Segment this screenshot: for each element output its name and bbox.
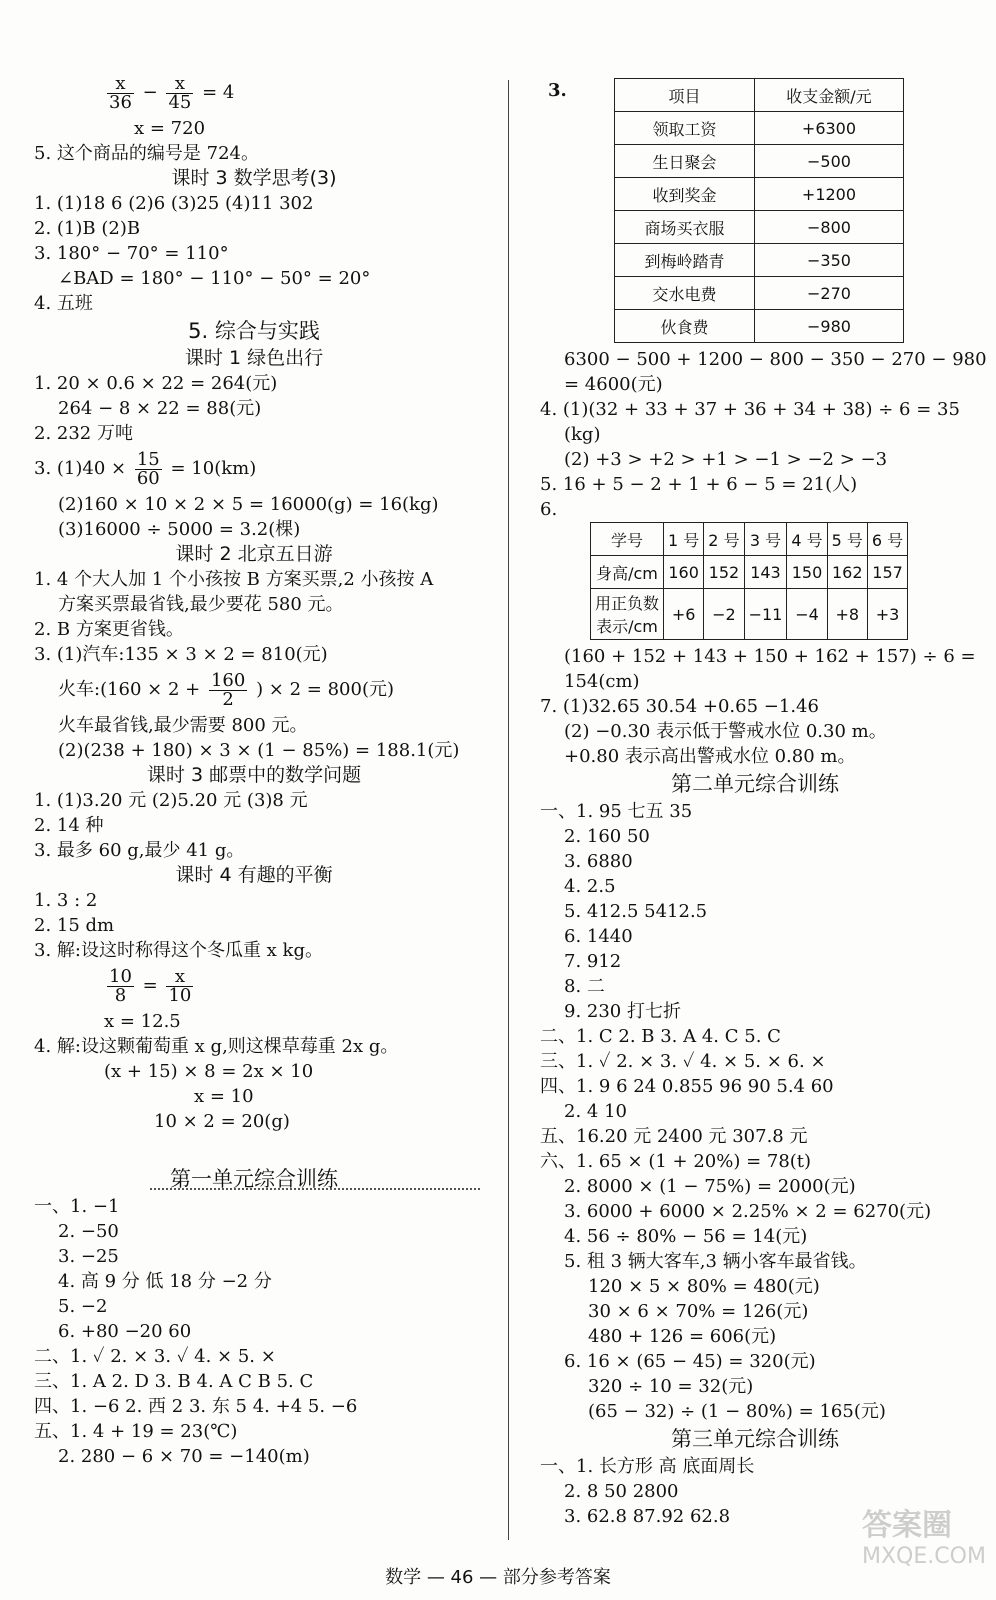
answer-line: (kg) <box>564 424 601 445</box>
table-header-cell: 学号 <box>591 523 664 556</box>
table-cell: 收到奖金 <box>615 178 755 211</box>
table-cell: 到梅岭踏青 <box>615 244 755 277</box>
section-title: 5. 综合与实践 <box>188 319 320 343</box>
table-row <box>591 589 908 640</box>
table-cell: −270 <box>754 277 903 310</box>
table-cell: 生日聚会 <box>615 145 755 178</box>
column-divider <box>508 80 509 1540</box>
table-header-cell: 2 号 <box>704 523 744 556</box>
answer-line: 二、1. ✓ 2. × 3. ✓ 4. × 5. × <box>34 1346 276 1367</box>
table-cell: 伙食费 <box>615 310 755 343</box>
fraction: $\frac{x}{45}$ <box>168 72 192 113</box>
answer-line: 1. 4 个大人加 1 个小孩按 B 方案买票,2 小孩按 A <box>34 569 434 590</box>
answer-line: 一、1. 95 七五 35 <box>540 801 693 822</box>
answer-line: (2) +3 > +2 > +1 > −1 > −2 > −3 <box>564 449 888 470</box>
answer-line: 2. 8 50 2800 <box>564 1481 679 1502</box>
watermark-logo <box>862 1500 986 1590</box>
section-title: 课时 2 北京五日游 <box>175 543 333 565</box>
answer-line: +0.80 表示高出警戒水位 0.80 m。 <box>564 746 856 767</box>
answer-line: 2. 8000 × (1 − 75%) = 2000(元) <box>564 1176 856 1197</box>
table-cell: 领取工资 <box>615 112 755 145</box>
answer-line: 5. 租 3 辆大客车,3 辆小客车最省钱。 <box>564 1251 867 1272</box>
answer-line: 9. 230 打七折 <box>564 1001 681 1022</box>
table-header-cell: 4 号 <box>787 523 827 556</box>
fraction: $\frac{x}{36}$ <box>109 72 132 113</box>
answer-line: 3. 最多 60 g,最少 41 g。 <box>34 840 245 861</box>
answer-line: 7. (1)32.65 30.54 +0.65 −1.46 <box>540 696 819 717</box>
section-subtitle: 课时 1 绿色出行 <box>184 347 324 369</box>
answer-line: 三、1. ✓ 2. × 3. ✓ 4. × 5. × 6. × <box>540 1051 826 1072</box>
answer-line: 3. 6880 <box>564 851 633 872</box>
answer-line: 4. 解:设这颗葡萄重 x g,则这棵草莓重 2x g。 <box>34 1036 399 1057</box>
answer-line: (3)16000 ÷ 5000 = 3.2(棵) <box>58 519 301 540</box>
fraction: $\frac{10}{8}$ <box>109 965 132 1006</box>
answer-line: 四、1. 9 6 24 0.855 96 90 5.4 60 <box>540 1076 834 1097</box>
table-cell: −2 <box>704 589 744 640</box>
income-expense-table <box>614 78 904 343</box>
table-row <box>615 178 904 211</box>
section-title: 课时 3 邮票中的数学问题 <box>146 764 362 786</box>
table-cell: −4 <box>787 589 827 640</box>
answer-line: x = 10 <box>194 1086 254 1107</box>
answer-line: 2. −50 <box>58 1221 119 1242</box>
table-cell: −980 <box>754 310 903 343</box>
answer-line: (2) −0.30 表示低于警戒水位 0.30 m。 <box>564 721 887 742</box>
answer-line: 2. 15 dm <box>34 915 115 936</box>
fraction: $\frac{x}{10}$ <box>168 965 192 1006</box>
table-cell: −11 <box>744 589 787 640</box>
table-cell: 152 <box>704 556 744 589</box>
answer-line: 五、16.20 元 2400 元 307.8 元 <box>540 1126 808 1147</box>
answer-line: (65 − 32) ÷ (1 − 80%) = 165(元) <box>588 1401 886 1422</box>
equation-line: 3. (1)40 × $\frac{15}{60}$ = 10(km) <box>34 448 257 489</box>
answer-line: 6. 1440 <box>564 926 633 947</box>
answer-line: 一、1. 长方形 高 底面周长 <box>540 1456 755 1477</box>
table-row <box>615 244 904 277</box>
table-header-cell: 1 号 <box>664 523 704 556</box>
table-row <box>615 112 904 145</box>
spacer <box>34 1134 474 1164</box>
table-row <box>615 211 904 244</box>
table-cell: −800 <box>754 211 903 244</box>
table-header-cell: 项目 <box>615 79 755 112</box>
answer-line: 5. 16 + 5 − 2 + 1 + 6 − 5 = 21(人) <box>540 474 858 495</box>
equation-line: $\frac{10}{8}$ = $\frac{x}{10}$ <box>109 965 192 1006</box>
table-row <box>591 556 908 589</box>
answer-line: 320 ÷ 10 = 32(元) <box>588 1376 754 1397</box>
table-cell: 用正负数 表示/cm <box>591 589 664 640</box>
unit-title: 第二单元综合训练 <box>671 772 839 796</box>
page-footer: 数学 — 46 — 部分参考答案 <box>385 1567 611 1588</box>
table-header-cell: 3 号 <box>744 523 787 556</box>
answer-line: 三、1. A 2. D 3. B 4. A C B 5. C <box>34 1371 314 1392</box>
answer-line: 3. (1)汽车:135 × 3 × 2 = 810(元) <box>34 644 328 665</box>
answer-line: 264 − 8 × 22 = 88(元) <box>58 398 262 419</box>
table-cell: −500 <box>754 145 903 178</box>
answer-line: 3. −25 <box>58 1246 119 1267</box>
unit-title: 第三单元综合训练 <box>671 1427 839 1451</box>
table-row <box>615 145 904 178</box>
fraction: $\frac{15}{60}$ <box>136 448 160 489</box>
fraction: $\frac{160}{2}$ <box>210 669 246 710</box>
table-cell: 143 <box>744 556 787 589</box>
table-cell: 160 <box>664 556 704 589</box>
answer-line: (2)160 × 10 × 2 × 5 = 16000(g) = 16(kg) <box>58 494 439 515</box>
table-cell: 162 <box>827 556 867 589</box>
answer-line: 五、1. 4 + 19 = 23(℃) <box>34 1421 238 1442</box>
table-cell: +1200 <box>754 178 903 211</box>
answer-line: 2. 232 万吨 <box>34 423 133 444</box>
table-header-cell: 6 号 <box>867 523 907 556</box>
answer-line: x = 12.5 <box>104 1011 181 1032</box>
table-cell: 157 <box>867 556 907 589</box>
table-header-row <box>591 523 908 556</box>
answer-line: 480 + 126 = 606(元) <box>588 1326 777 1347</box>
answer-line: 2. 14 种 <box>34 815 104 836</box>
left-column <box>34 70 474 1469</box>
section-title: 课时 3 数学思考(3) <box>171 167 337 189</box>
answer-line: 30 × 6 × 70% = 126(元) <box>588 1301 809 1322</box>
answer-line: 6300 − 500 + 1200 − 800 − 350 − 270 − 980 <box>564 349 987 370</box>
answer-line: 5. 412.5 5412.5 <box>564 901 708 922</box>
answer-line: 1. (1)18 6 (2)6 (3)25 (4)11 302 <box>34 193 314 214</box>
table-row <box>615 310 904 343</box>
answer-line: 3. 解:设这时称得这个冬瓜重 x kg。 <box>34 940 323 961</box>
equation-line: $\frac{x}{36}$ − $\frac{x}{45}$ = 4 <box>109 72 235 113</box>
section-title: 课时 4 有趣的平衡 <box>175 864 333 886</box>
watermark-url: MXQE.COM <box>862 1544 986 1569</box>
answer-line: 5. −2 <box>58 1296 108 1317</box>
table-cell: 身高/cm <box>591 556 664 589</box>
answer-line: 4. 高 9 分 低 18 分 −2 分 <box>58 1271 272 1292</box>
table-cell: +6 <box>664 589 704 640</box>
right-column <box>540 78 987 1529</box>
table-cell: +6300 <box>754 112 903 145</box>
watermark-text: 答案圈 <box>862 1508 952 1543</box>
unit-title: 第一单元综合训练 <box>170 1167 338 1191</box>
answer-line: 7. 912 <box>564 951 622 972</box>
answer-line: = 4600(元) <box>564 374 663 395</box>
table-cell: 商场买衣服 <box>615 211 755 244</box>
answer-line: 1. (1)3.20 元 (2)5.20 元 (3)8 元 <box>34 790 308 811</box>
answer-line: 2. 160 50 <box>564 826 650 847</box>
answer-line: 120 × 5 × 80% = 480(元) <box>588 1276 820 1297</box>
answer-line: 4. (1)(32 + 33 + 37 + 36 + 34 + 38) ÷ 6 = 35 <box>540 399 960 420</box>
answer-line: 2. 280 − 6 × 70 = −140(m) <box>58 1446 310 1467</box>
answer-line: 四、1. −6 2. 西 2 3. 东 5 4. +4 5. −6 <box>34 1396 358 1417</box>
answer-line: 2. B 方案更省钱。 <box>34 619 184 640</box>
table-cell: −350 <box>754 244 903 277</box>
table-row <box>615 277 904 310</box>
answer-line: (2)(238 + 180) × 3 × (1 − 85%) = 188.1(元) <box>58 740 460 761</box>
dotted-separator <box>150 1188 480 1190</box>
answer-line: x = 720 <box>134 118 206 139</box>
answer-line: (160 + 152 + 143 + 150 + 162 + 157) ÷ 6 = <box>564 646 976 667</box>
equation-line: 火车:(160 × 2 + $\frac{160}{2}$ ) × 2 = 800(元) <box>58 669 394 710</box>
answer-line: 1. 20 × 0.6 × 22 = 264(元) <box>34 373 278 394</box>
answer-line: 8. 二 <box>564 976 605 997</box>
table-header-cell: 收支金额/元 <box>754 79 903 112</box>
answer-line: 4. 五班 <box>34 293 93 314</box>
answer-line: 6. <box>540 499 558 520</box>
answer-line: 一、1. −1 <box>34 1196 120 1217</box>
answer-line: 1. 3 : 2 <box>34 890 98 911</box>
answer-line: 2. 4 10 <box>564 1101 627 1122</box>
height-table <box>590 522 908 640</box>
answer-line: 4. 56 ÷ 80% − 56 = 14(元) <box>564 1226 808 1247</box>
answer-line: 2. (1)B (2)B <box>34 218 141 239</box>
answer-line: 154(cm) <box>564 671 640 692</box>
answer-line: 4. 2.5 <box>564 876 616 897</box>
answer-line: 6. +80 −20 60 <box>58 1321 192 1342</box>
table-cell: 交水电费 <box>615 277 755 310</box>
answer-line: 6. 16 × (65 − 45) = 320(元) <box>564 1351 816 1372</box>
table-cell: +3 <box>867 589 907 640</box>
answer-line: 5. 这个商品的编号是 724。 <box>34 143 259 164</box>
answer-line: 方案买票最省钱,最少要花 580 元。 <box>58 594 344 615</box>
answer-line: 3. 180° − 70° = 110° <box>34 243 229 264</box>
answer-line: 六、1. 65 × (1 + 20%) = 78(t) <box>540 1151 812 1172</box>
answer-line: 10 × 2 = 20(g) <box>154 1111 290 1132</box>
table-cell: 150 <box>787 556 827 589</box>
question-number: 3. <box>548 80 567 101</box>
answer-line: 二、1. C 2. B 3. A 4. C 5. C <box>540 1026 781 1047</box>
answer-line: ∠BAD = 180° − 110° − 50° = 20° <box>58 268 371 289</box>
answer-line: (x + 15) × 8 = 2x × 10 <box>104 1061 314 1082</box>
table-cell: +8 <box>827 589 867 640</box>
answer-line: 3. 62.8 87.92 62.8 <box>564 1506 731 1527</box>
answer-line: 火车最省钱,最少需要 800 元。 <box>58 715 308 736</box>
table-header-row <box>615 79 904 112</box>
table-header-cell: 5 号 <box>827 523 867 556</box>
answer-line: 3. 6000 + 6000 × 2.25% × 2 = 6270(元) <box>564 1201 932 1222</box>
